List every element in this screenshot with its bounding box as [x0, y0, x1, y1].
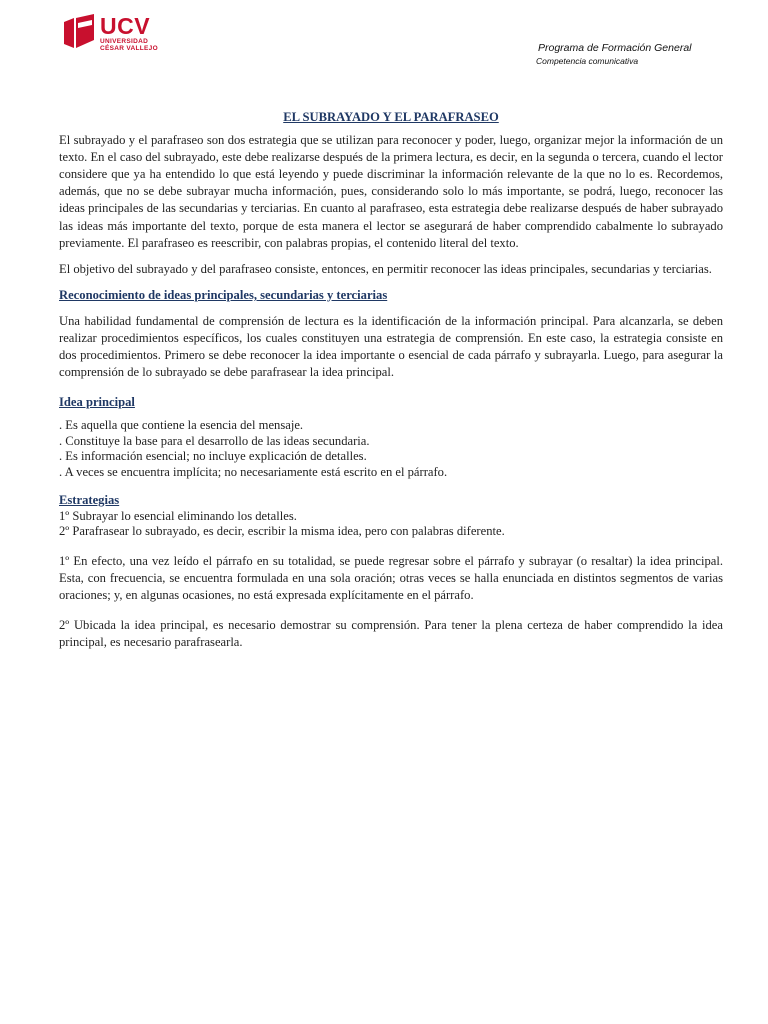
heading-idea-principal: Idea principal: [59, 395, 135, 410]
logo-brand: UCV: [100, 13, 151, 39]
list-item: 2º Parafrasear lo subrayado, es decir, escribir la misma idea, pero con palabras diferente.: [59, 524, 505, 539]
document-title: EL SUBRAYADO Y EL PARAFRASEO: [283, 110, 499, 124]
logo-subtitle-1: UNIVERSIDAD: [100, 38, 149, 45]
list-item: . Constituye la base para el desarrollo de las ideas secundaria.: [59, 433, 370, 448]
heading-estrategias: Estrategias: [59, 493, 120, 508]
list-item: . Es información esencial; no incluye explicación de detalles.: [59, 449, 367, 464]
program-name: Programa de Formación General: [538, 42, 692, 54]
paragraph-step-1: 1º En efecto, una vez leído el párrafo en su totalidad, se puede regresar sobre el párrafo y subrayar (o resaltar) la idea principal. Esta, con frecuencia, se encuentra formulada en una sola oración; otras veces se halla enunciada en distintos segmentos de varias oraciones; y, en algunas ocasiones, no está expresada explícitamente en el párrafo.: [59, 553, 723, 602]
ucv-shield-icon: [62, 14, 96, 50]
list-item: . A veces se encuentra implícita; no necesariamente está escrito en el párrafo.: [59, 464, 448, 479]
list-item: 1º Subrayar lo esencial eliminando los detalles.: [59, 508, 297, 523]
university-logo: [62, 14, 172, 54]
paragraph-objective: El objetivo del subrayado y del parafraseo consiste, entonces, en permitir reconocer las ideas principales, secundarias y terciarias.: [59, 261, 712, 276]
paragraph-step-2: 2º Ubicada la idea principal, es necesario demostrar su comprensión. Para tener la plena certeza de haber comprendido la idea principal, es necesario parafrasearla.: [59, 618, 723, 650]
paragraph-habilidad: Una habilidad fundamental de comprensión de lectura es la identificación de la información principal. Para alcanzarla, se deben realizar procedimientos específicos, los cuales constituyen una estrategia de comprensión. En este caso, la estrategia consiste en dos procedimientos. Primero se debe reconocer la idea importante o esencial de cada párrafo y subrayarla. Luego, para asegurar la comprensión de lo subrayado se debe parafrasear la idea principal.: [59, 313, 723, 380]
course-name: Competencia comunicativa: [536, 56, 639, 66]
logo-subtitle-2: CÉSAR VALLEJO: [100, 45, 158, 52]
document-body: [59, 109, 723, 651]
paragraph-intro: El subrayado y el parafraseo son dos estrategia que se utilizan para reconocer y poder, luego, organizar mejor la información de un texto. En el caso del subrayado, este debe realizarse después de la primera lectura, es decir, en la segunda o tercera, cuando el lector considere que ya ha entendido lo que está leyendo y puede discriminar la información relevante de la que no lo es. Recordemos, además, que no se debe subrayar mucha información, pues, considerando solo lo más importante, se podrá, luego, reconocer las ideas principales de las secundarias y terciarias. En cuanto al parafraseo, esta estrategia debe realizarse después de haber subrayado las ideas más importante del texto, porque de esta manera el lector se asegurará de haber comprendido cabalmente lo subrayado previamente. El parafraseo es reescribir, con palabras propias, el contenido literal del texto.: [59, 133, 723, 250]
header-info: [538, 42, 692, 67]
heading-reconocimiento: Reconocimiento de ideas principales, secundarias y terciarias: [59, 287, 388, 302]
list-item: . Es aquella que contiene la esencia del mensaje.: [59, 418, 304, 433]
